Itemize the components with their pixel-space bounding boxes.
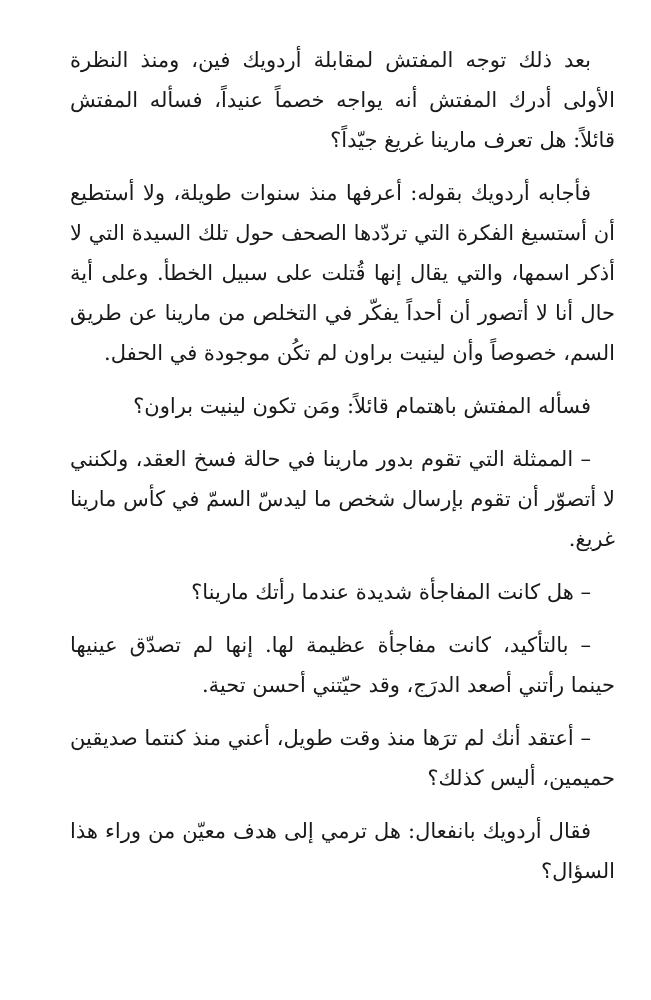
paragraph-4: – الممثلة التي تقوم بدور مارينا في حالة فسخ العقد، ولكنني لا أتصوّر أن تقوم بإرسال شخص ما ليدسّ السمّ في كأس مارينا غريغ.	[70, 447, 615, 551]
page-text-body	[70, 40, 615, 904]
paragraph-5: – هل كانت المفاجأة شديدة عندما رأتك مارينا؟	[191, 580, 591, 604]
paragraph-2: فأجابه أردويك بقوله: أعرفها منذ سنوات طويلة، ولا أستطيع أن أستسيغ الفكرة التي تردّدها الصحف حول تلك السيدة التي لا أذكر اسمها، والتي يقال إنها قُتلت على سبيل الخطأ. وعلى أية حال أنا لا أتصور أن أحداً يفكّر في التخلص من مارينا عن طريق السم، خصوصاً وأن لينيت براون لم تكُن موجودة في الحفل.	[70, 181, 615, 365]
paragraph-8: فقال أردويك بانفعال: هل ترمي إلى هدف معيّن من وراء هذا السؤال؟	[70, 819, 615, 883]
paragraph-3: فسأله المفتش باهتمام قائلاً: ومَن تكون لينيت براون؟	[133, 394, 591, 418]
paragraph-6: – بالتأكيد، كانت مفاجأة عظيمة لها. إنها لم تصدّق عينيها حينما رأتني أصعد الدرَج، وقد حيّتني أحسن تحية.	[70, 633, 615, 697]
paragraph-7: – أعتقد أنك لم ترَها منذ وقت طويل، أعني منذ كنتما صديقين حميمين، أليس كذلك؟	[70, 726, 615, 790]
paragraph-1: بعد ذلك توجه المفتش لمقابلة أردويك فين، ومنذ النظرة الأولى أدرك المفتش أنه يواجه خصماً عنيداً، فسأله المفتش قائلاً: هل تعرف مارينا غريغ جيّداً؟	[70, 48, 615, 152]
